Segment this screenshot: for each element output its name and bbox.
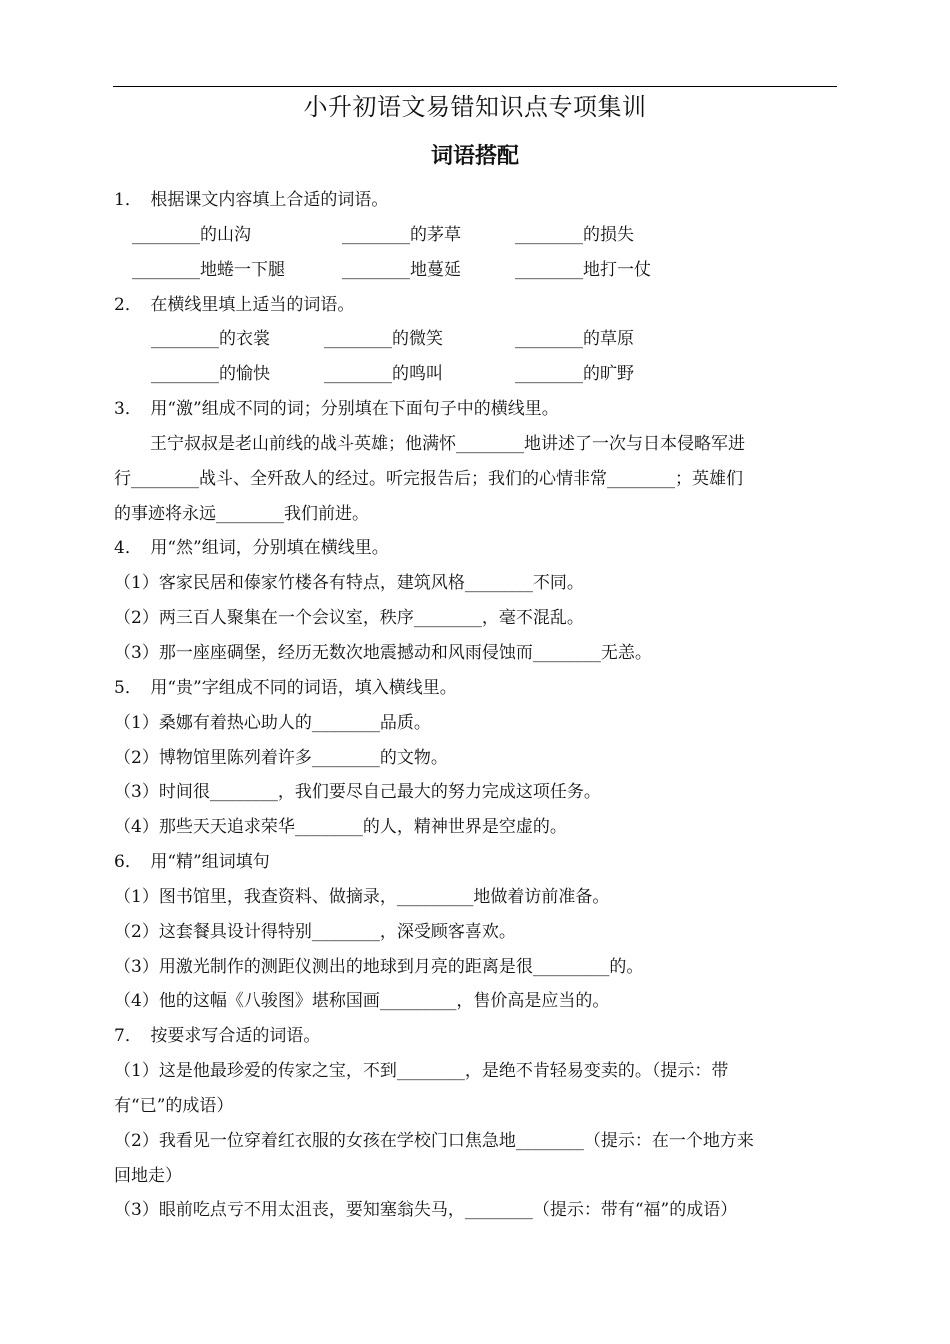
question-1-row-1 [114, 218, 836, 253]
question-4-item: （2）两三百人聚集在一个会议室，秩序________，毫不混乱。 [114, 608, 584, 629]
blank-phrase: ________的衣裳 [151, 329, 270, 350]
blank-phrase: ________地打一仗 [515, 259, 651, 280]
blank-phrase: ________的茅草 [342, 224, 461, 245]
question-6-item: （4）他的这幅《八骏图》堪称国画_________，售价高是应当的。 [114, 991, 610, 1012]
question-4-item: （3）那一座座碉堡，经历无数次地震撼动和风雨侵蚀而________无恙。 [114, 642, 652, 663]
blank-phrase: ________的山沟 [132, 224, 251, 245]
blank-phrase: ________的旷野 [515, 364, 634, 385]
question-list [114, 183, 836, 1228]
question-6-item: （1）图书馆里，我查资料、做摘录，_________地做着访前准备。 [114, 886, 610, 907]
question-2-row-1 [114, 322, 836, 357]
question-1-row-2 [114, 253, 836, 288]
question-7-line: （3）眼前吃点亏不用太沮丧，要知塞翁失马，________（提示：带有“福”的成语） [114, 1200, 738, 1221]
question-6-item: （2）这套餐具设计得特别________，深受顾客喜欢。 [114, 921, 516, 942]
header-rule [113, 86, 837, 87]
question-3-passage-line: 的事迹将永远________我们前进。 [114, 503, 369, 524]
blank-phrase: ________的鸣叫 [324, 364, 443, 385]
question-6-stem: 6． 用“精”组词填句 [114, 852, 270, 873]
question-7-line: （1）这是他最珍爱的传家之宝，不到________，是绝不肯轻易变卖的。（提示：带 [114, 1061, 729, 1082]
blank-phrase: ________的草原 [515, 329, 634, 350]
page-subtitle: 词语搭配 [430, 144, 519, 169]
question-3-stem: 3． 用“激”组成不同的词；分别填在下面句子中的横线里。 [114, 399, 559, 420]
question-7-line: 回地走） [114, 1165, 182, 1186]
question-5-item: （2）博物馆里陈列着许多________的文物。 [114, 747, 448, 768]
question-1-stem: 1． 根据课文内容填上合适的词语。 [114, 190, 389, 210]
blank-phrase: ________地蔓延 [342, 259, 461, 280]
question-5-item: （3）时间很________，我们要尽自己最大的努力完成这项任务。 [114, 782, 601, 803]
question-2-stem: 2． 在横线里填上适当的词语。 [114, 294, 355, 315]
question-5-stem: 5． 用“贵”字组成不同的词语，填入横线里。 [114, 677, 457, 698]
blank-phrase: ________地蜷一下腿 [132, 259, 285, 280]
page-title: 小升初语文易错知识点专项集训 [303, 93, 647, 121]
question-2-row-2 [114, 357, 836, 392]
blank-phrase: ________的愉快 [151, 364, 270, 385]
question-7-line: 有“已”的成语） [114, 1095, 234, 1116]
question-6-item: （3）用激光制作的测距仪测出的地球到月亮的距离是很_________的。 [114, 956, 644, 977]
question-4-item: （1）客家民居和傣家竹楼各有特点，建筑风格________不同。 [114, 573, 584, 594]
question-5-item: （4）那些天天追求荣华________的人，精神世界是空虚的。 [114, 817, 567, 838]
question-5-item: （1）桑娜有着热心助人的________品质。 [114, 712, 431, 733]
question-3-passage-line: 行________战斗、全歼敌人的经过。听完报告后；我们的心情非常________；英雄们 [114, 468, 743, 489]
question-7-line: （2）我看见一位穿着红衣服的女孩在学校门口焦急地________（提示：在一个地方来 [114, 1130, 754, 1151]
blank-phrase: ________的损失 [515, 224, 634, 245]
question-7-stem: 7． 按要求写合适的词语。 [114, 1026, 321, 1047]
question-4-stem: 4． 用“然”组词，分别填在横线里。 [114, 538, 389, 559]
blank-phrase: ________的微笑 [324, 329, 443, 350]
question-3-passage-line: 王宁叔叔是老山前线的战斗英雄；他满怀________地讲述了一次与日本侵略军进 [150, 433, 745, 454]
